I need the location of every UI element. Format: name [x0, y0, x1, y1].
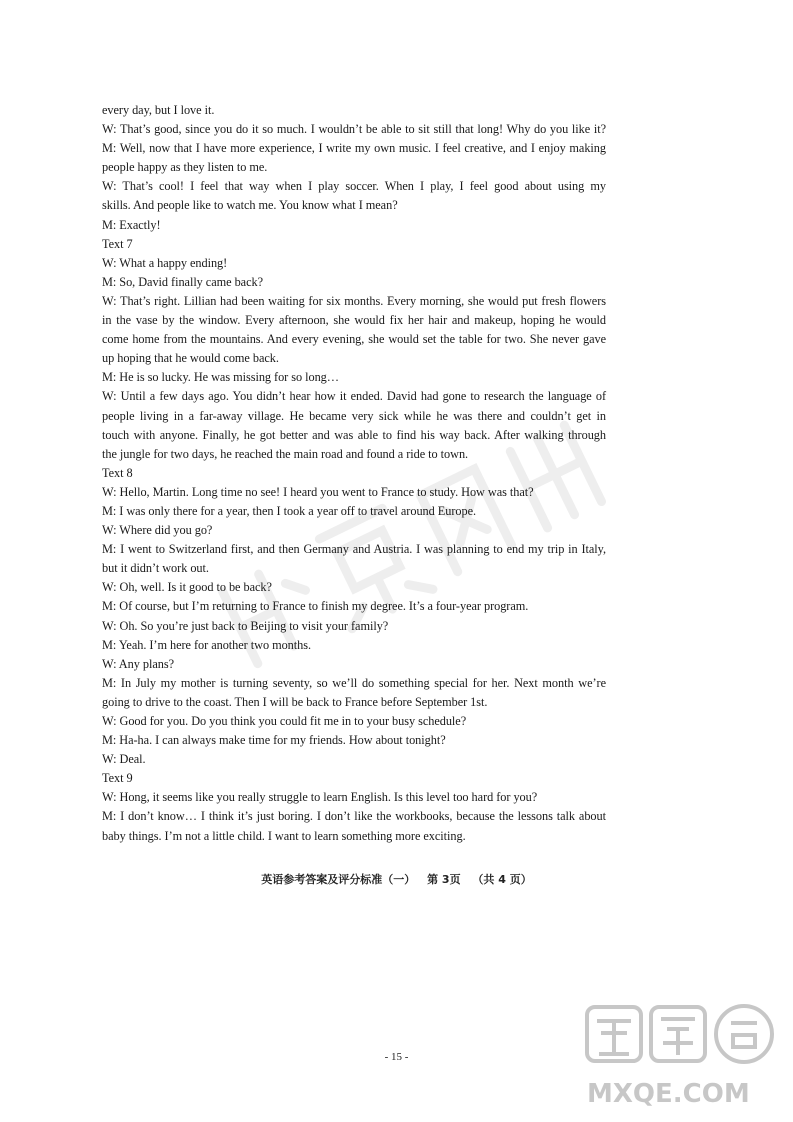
transcript-line: M: Ha-ha. I can always make time for my friends. How about tonight? [102, 733, 446, 748]
transcript-line: M: Exactly! [102, 217, 161, 232]
transcript-line: in the vase by the window. Every afternoon, she would fix her hair and makeup, hoping he would [102, 313, 606, 328]
page-footer [0, 871, 793, 887]
transcript-line: W: What a happy ending! [102, 255, 228, 270]
transcript-line: M: Yeah. I’m here for another two months. [102, 637, 312, 652]
transcript-line: W: Oh. So you’re just back to Beijing to visit your family? [102, 618, 389, 633]
transcript-line: people living in a far-away village. He became very sick while he was there and couldn’t get in [102, 408, 606, 423]
footer-title: 英语参考答案及评分标准（一） [261, 873, 416, 886]
transcript-line: M: I don’t know… I think it’s just boring. I don’t like the workbooks, because the lessons talk about [102, 809, 606, 824]
transcript-line: M: I was only there for a year, then I took a year off to travel around Europe. [102, 503, 477, 518]
transcript-line: come home from the mountains. And every evening, she would set the table for two. She never gave [102, 332, 606, 347]
transcript-line: W: That’s right. Lillian had been waiting for six months. Every morning, she would put fresh flowers [102, 293, 606, 308]
transcript-line: baby things. I’m not a little child. I want to learn something more exciting. [102, 828, 466, 843]
transcript-line: Text 8 [102, 465, 133, 480]
transcript-line: M: So, David finally came back? [102, 274, 263, 289]
transcript-line: W: Until a few days ago. You didn’t hear how it ended. David had gone to research the language of [102, 389, 606, 404]
transcript-line: every day, but I love it. [102, 103, 215, 117]
transcript-line: M: Well, now that I have more experience, I write my own music. I feel creative, and I enjoy making [102, 141, 606, 156]
transcript-line: M: Of course, but I’m returning to France to finish my degree. It’s a four-year program. [102, 599, 529, 614]
transcript-line: going to drive to the coast. Then I will be back to France before September 1st. [102, 694, 488, 709]
transcript-line: people happy as they listen to me. [102, 160, 268, 175]
transcript-line: W: Hong, it seems like you really struggle to learn English. Is this level too hard for you? [102, 790, 538, 805]
logo-url-text: MXQE.COM [587, 1079, 750, 1109]
transcript-line: but it didn’t work out. [102, 561, 209, 576]
transcript-line: Text 7 [102, 236, 133, 251]
transcript-body [102, 101, 606, 846]
transcript-line: Text 9 [102, 771, 133, 786]
transcript-line: W: Oh, well. Is it good to be back? [102, 580, 272, 595]
transcript-line: W: Any plans? [102, 656, 174, 671]
transcript-line: W: Good for you. Do you think you could fit me in to your busy schedule? [102, 714, 467, 728]
transcript-line: W: That’s good, since you do it so much. I wouldn’t be able to sit still that long! Why do you like it? [102, 122, 606, 137]
transcript-line: touch with anyone. Finally, he got better and was able to find his way back. After walking through [102, 427, 606, 442]
transcript-line: W: Deal. [102, 752, 146, 767]
transcript-line: W: That’s cool! I feel that way when I play soccer. When I play, I feel good about using my [102, 179, 606, 194]
transcript-line: M: I went to Switzerland first, and then Germany and Austria. I was planning to end my trip in Italy, [102, 542, 606, 557]
transcript-line: W: Where did you go? [102, 523, 213, 538]
footer-total: （共 4 页） [472, 873, 532, 886]
footer-page: 第 3页 [427, 873, 461, 886]
transcript-line: W: Hello, Martin. Long time no see! I heard you went to France to study. How was that? [102, 484, 534, 499]
transcript-line: the jungle for two days, he reached the main road and found a ride to town. [102, 446, 469, 461]
transcript-line: M: He is so lucky. He was missing for so long… [102, 370, 340, 385]
page-number: - 15 - [384, 1051, 409, 1063]
transcript-line: up hoping that he would come back. [102, 351, 279, 366]
transcript-line: skills. And people like to watch me. You know what I mean? [102, 198, 398, 213]
transcript-line: M: In July my mother is turning seventy, so we’ll do something special for her. Next month we’re [102, 675, 606, 690]
